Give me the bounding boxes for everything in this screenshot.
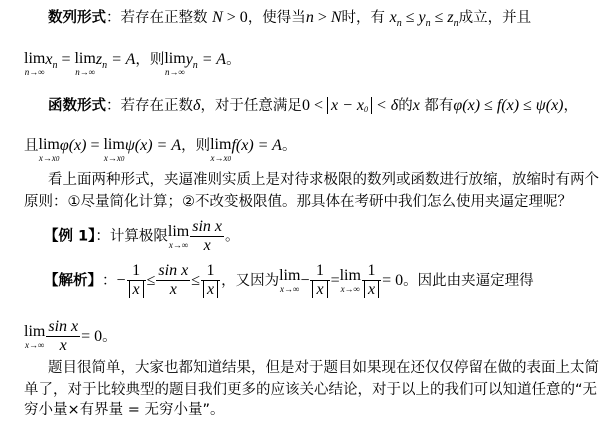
fraction: $\frac{\text{sin x}}{x}$: [48, 318, 79, 354]
paragraph-3-line-1: 看上面两种形式，夹逼准则实质上是对待求极限的数列或函数进行放缩，放缩时有两个: [48, 172, 599, 188]
limit-operator: lim x→x0: [38, 136, 60, 163]
solution-result-line: lim x→∞ $\frac{\text{sin x}}{x}$ = 0。: [24, 318, 117, 354]
paragraph-4-line-3: 穷小量×有界量 = 无穷小量”。: [24, 402, 225, 418]
paragraph-4-line-2: 单了，对于比较典型的题目我们更多的应该关心结论，对于以上的我们可以知道任意的“无: [24, 382, 598, 398]
example-1-line: 【例 1】：计算极限lim x→∞ $\frac{\text{sin x}}{x}$ 。: [44, 218, 240, 254]
sequence-limit-line: lim n→∞ $x_n = \lim$ n→∞ $z_n = A$，则lim n→∞ $y_n = A$。: [24, 50, 241, 77]
limit-operator: lim x→∞: [339, 267, 361, 294]
sequence-form-line: 数列形式：若存在正整数 N > 0，使得当n > N时，有 $x_n \le y_n \le z_n$成立，并且: [48, 9, 532, 29]
limit-operator: lim n→∞: [164, 50, 186, 77]
limit-operator: lim x→x0: [210, 136, 232, 163]
limit-operator: lim x→∞: [167, 223, 190, 250]
function-form-title: 函数形式: [48, 98, 106, 114]
solution-line: 【解析】：− $\frac{1}{x}$ ≤ $\frac{\text{sin x}}{x}$ ≤ $\frac{1}{x}$ ，又因为lim x→∞ − $\frac{1}{x}$ =lim x→∞ $\frac{1}{x}$ = 0。因此由夹逼定理得: [44, 262, 534, 298]
limit-operator: lim n→∞: [24, 50, 46, 77]
paragraph-4-line-1: 题目很简单，大家也都知道结果，但是对于题目如果现在还仅仅停留在做的表面上太简: [48, 360, 599, 376]
fraction: $\frac{\text{sin x}}{x}$: [158, 262, 189, 298]
fraction: $\frac{\text{sin x}}{x}$: [192, 218, 223, 254]
limit-operator: lim x→∞: [279, 267, 301, 294]
solution-label: 【解析】: [44, 272, 102, 289]
sequence-form-title: 数列形式: [48, 10, 106, 26]
function-form-line: 函数形式：若存在正数δ，对于任意满足0 < x − x0 < δ的x 都有φ(x) ≤ f(x) ≤ ψ(x)，: [48, 97, 578, 114]
limit-operator: lim x→∞: [24, 323, 46, 350]
limit-operator: lim n→∞: [74, 50, 96, 77]
example-1-label: 【例 1】: [44, 228, 96, 245]
limit-operator: lim x→x0: [103, 136, 125, 163]
fraction: $\frac{1}{x}$: [201, 262, 220, 299]
function-limit-line: 且lim x→x0 φ(x) = lim x→x0 ψ(x) = A，则lim x→x0 f(x) = A。: [24, 136, 297, 163]
fraction: $\frac{1}{x}$: [310, 262, 329, 299]
fraction: $\frac{1}{x}$: [127, 262, 146, 299]
paragraph-3-line-2: 原则：①尽量简化计算；②不改变极限值。那具体在考研中我们怎么使用夹逼定理呢？: [24, 194, 572, 210]
fraction: $\frac{1}{x}$: [362, 262, 381, 299]
